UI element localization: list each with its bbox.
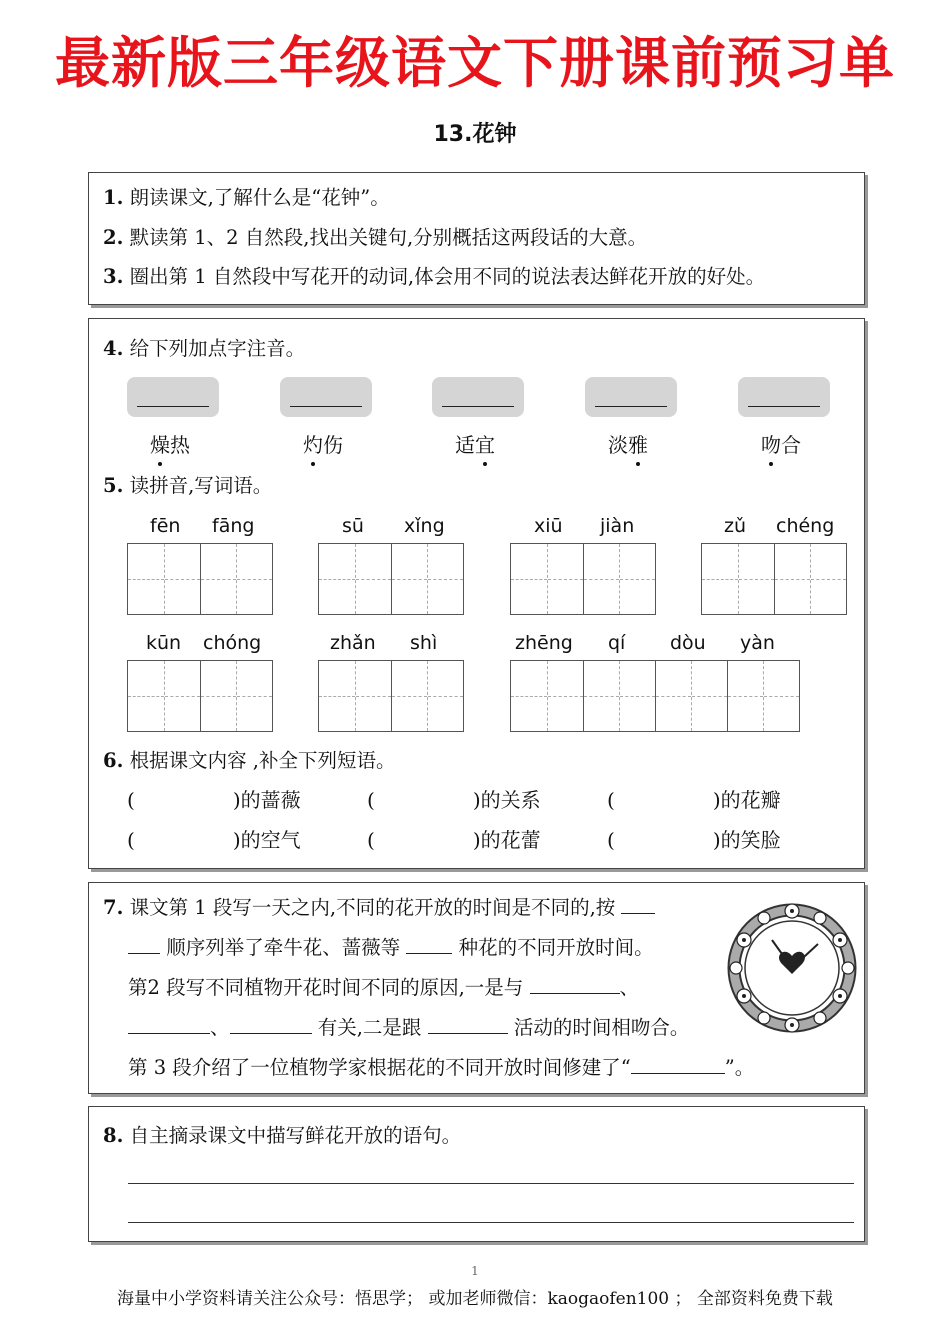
annotate-word: 适宜 (455, 433, 495, 457)
pinyin: jiàn (600, 515, 635, 537)
phrase-blank[interactable]: ( )的笑脸 (607, 828, 781, 852)
question-6: 6. 根据课文内容 ,补全下列短语。 (103, 749, 396, 772)
question-3: 3. 圈出第 1 自然段中写花开的动词,体会用不同的说法表达鲜花开放的好处。 (103, 265, 766, 288)
writing-grid[interactable] (127, 660, 273, 732)
question-4: 4. 给下列加点字注音。 (103, 337, 306, 360)
flower-clock-illustration (722, 898, 862, 1038)
question-5: 5. 读拼音,写词语。 (103, 474, 273, 497)
answer-blank[interactable] (631, 1055, 725, 1074)
emphasis-dot (769, 462, 773, 466)
question-2: 2. 默读第 1、2 自然段,找出关键句,分别概括这两段话的大意。 (103, 226, 648, 249)
emphasis-dot (636, 462, 640, 466)
phrase-blank[interactable]: ( )的空气 (127, 828, 301, 852)
answer-blank[interactable] (406, 935, 452, 954)
phrase-blank[interactable]: ( )的关系 (367, 788, 541, 812)
phrase-blank[interactable]: ( )的蔷薇 (127, 788, 301, 812)
pinyin: fēn (150, 515, 181, 537)
pinyin-answer-box[interactable] (738, 377, 830, 417)
pinyin: zhǎn (330, 632, 376, 654)
annotate-word: 灼伤 (303, 433, 343, 457)
pinyin-answer-box[interactable] (280, 377, 372, 417)
pinyin: xiū (534, 515, 563, 537)
emphasis-dot (311, 462, 315, 466)
emphasis-dot (483, 462, 487, 466)
writing-grid[interactable] (510, 660, 800, 732)
writing-grid[interactable] (318, 543, 464, 615)
pinyin: yàn (740, 632, 775, 654)
pinyin: qí (608, 632, 626, 654)
pinyin-answer-box[interactable] (585, 377, 677, 417)
footer-note: 海量中小学资料请关注公众号：悟思学； 或加老师微信：kaogaofen100 ； 全部资料免费下载 (117, 1289, 833, 1309)
writing-line[interactable] (128, 1183, 854, 1184)
writing-line[interactable] (128, 1222, 854, 1223)
page-title: 最新版三年级语文下册课前预习单 (54, 31, 895, 95)
pinyin: xǐng (404, 515, 445, 537)
annotate-word: 吻合 (761, 433, 801, 457)
question-7-line-1: 7. 课文第 1 段写一天之内,不同的花开放的时间是不同的,按 (103, 894, 655, 922)
pinyin: sū (342, 515, 364, 537)
writing-grid[interactable] (127, 543, 273, 615)
answer-blank[interactable] (530, 975, 620, 994)
pinyin: chéng (776, 515, 835, 537)
pinyin: shì (410, 632, 438, 654)
phrase-blank[interactable]: ( )的花瓣 (607, 788, 781, 812)
pinyin: chóng (203, 632, 262, 654)
annotate-word: 淡雅 (608, 433, 648, 457)
question-7-line-5: 第 3 段介绍了一位植物学家根据花的不同开放时间修建了“ ”。 (128, 1056, 755, 1079)
writing-grid[interactable] (510, 543, 656, 615)
answer-blank[interactable] (621, 895, 655, 914)
answer-blank[interactable] (428, 1015, 508, 1034)
pinyin: fāng (212, 515, 255, 537)
answer-blank[interactable] (230, 1015, 312, 1034)
pinyin: zǔ (724, 515, 747, 537)
answer-blank[interactable] (128, 1015, 210, 1034)
question-7-line-3: 第2 段写不同植物开花时间不同的原因,一是与 、 (128, 976, 640, 999)
pinyin: zhēng (515, 632, 573, 654)
answer-blank[interactable] (128, 935, 160, 954)
emphasis-dot (158, 462, 162, 466)
pinyin-answer-box[interactable] (127, 377, 219, 417)
phrase-blank[interactable]: ( )的花蕾 (367, 828, 541, 852)
writing-grid[interactable] (701, 543, 847, 615)
pinyin: kūn (146, 632, 182, 654)
pinyin-answer-box[interactable] (432, 377, 524, 417)
page-number: 1 (471, 1264, 479, 1278)
question-7-line-4: 、 有关,二是跟 活动的时间相吻合。 (128, 1014, 689, 1042)
pinyin: dòu (670, 632, 706, 654)
writing-grid[interactable] (318, 660, 464, 732)
lesson-title: 13.花钟 (433, 122, 517, 147)
question-7-line-2: 顺序列举了牵牛花、蔷薇等 种花的不同开放时间。 (128, 934, 654, 962)
annotate-word: 燥热 (150, 433, 190, 457)
question-8: 8. 自主摘录课文中描写鲜花开放的语句。 (103, 1124, 462, 1147)
question-1: 1. 朗读课文,了解什么是“花钟”。 (103, 186, 390, 209)
